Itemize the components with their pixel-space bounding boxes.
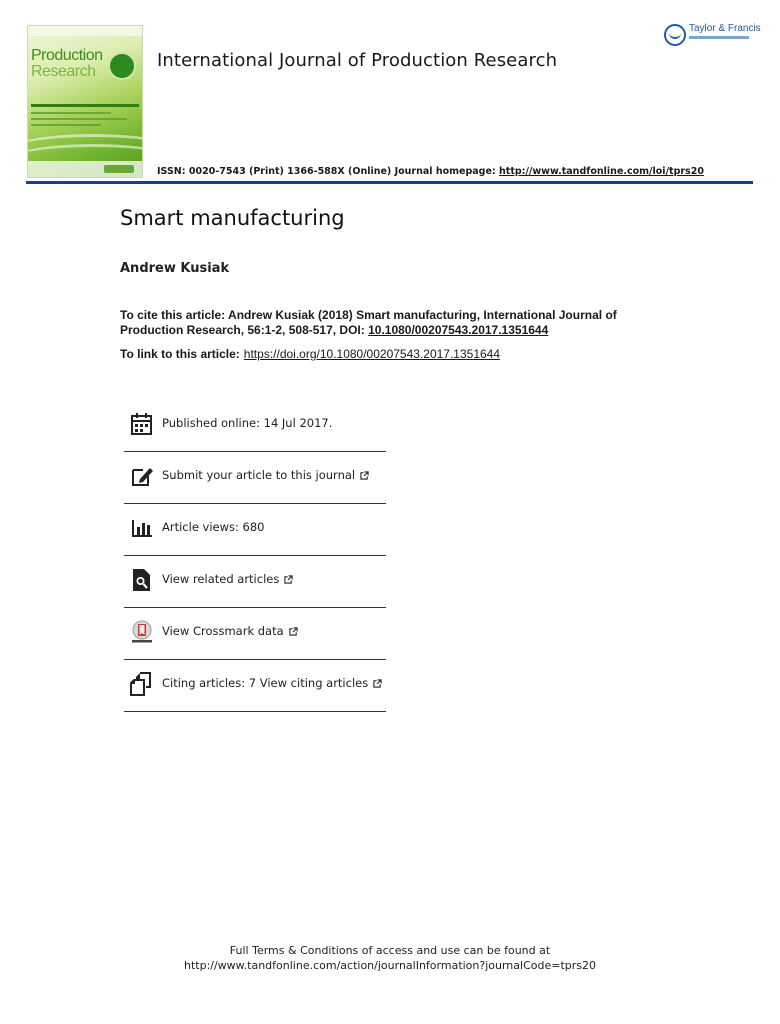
- publisher-name: Taylor & Francis: [689, 23, 761, 34]
- taylor-francis-logo-icon: [664, 24, 686, 46]
- citation-doi-link[interactable]: 10.1080/00207543.2017.1351644: [368, 323, 549, 337]
- citing-articles-link[interactable]: [162, 676, 382, 690]
- footer-terms-link[interactable]: http://www.tandfonline.com/action/journalInformation?journalCode=tprs20: [183, 959, 597, 972]
- cover-title-line2: Research: [31, 63, 96, 80]
- info-row-submit[interactable]: [124, 452, 386, 504]
- info-row-published: [124, 400, 386, 452]
- bar-chart-icon: [130, 516, 154, 540]
- citing-articles-label: Citing articles: 7 View citing articles: [162, 676, 369, 690]
- article-info-list: [124, 400, 386, 712]
- article-doi-link[interactable]: https://doi.org/10.1080/00207543.2017.1351644: [243, 347, 501, 361]
- external-link-icon: [289, 627, 298, 636]
- issn-text: ISSN: 0020-7543 (Print) 1366-588X (Online) Journal homepage:: [157, 166, 500, 177]
- related-articles-label: View related articles: [162, 572, 280, 586]
- article-title: Smart manufacturing: [120, 206, 345, 230]
- article-author: Andrew Kusiak: [120, 261, 230, 276]
- article-views-text: Article views: 680: [162, 520, 265, 534]
- info-row-citing[interactable]: [124, 660, 386, 712]
- external-link-icon: [373, 679, 382, 688]
- info-row-related[interactable]: [124, 556, 386, 608]
- article-link-row: [120, 347, 500, 361]
- citation-text: To cite this article: Andrew Kusiak (2018) Smart manufacturing, International Journal of Production Research, 56:1-2, 508-517, DOI:: [120, 308, 617, 337]
- external-link-icon: [360, 471, 369, 480]
- edit-icon: [130, 464, 154, 488]
- publisher-logo: [664, 22, 759, 48]
- header-divider: [26, 181, 753, 184]
- crossmark-icon: [130, 620, 154, 644]
- issn-line: [157, 166, 704, 177]
- submit-article-label: Submit your article to this journal: [162, 468, 356, 482]
- related-articles-link[interactable]: [162, 572, 293, 586]
- footer-terms-text: Full Terms & Conditions of access and use can be found at: [229, 944, 551, 957]
- crossmark-link[interactable]: [162, 624, 298, 638]
- journal-cover-image: [27, 25, 143, 178]
- published-online-text: Published online: 14 Jul 2017.: [162, 416, 333, 430]
- info-row-crossmark[interactable]: [124, 608, 386, 660]
- article-link-label: To link to this article:: [120, 347, 240, 361]
- journal-homepage-link[interactable]: http://www.tandfonline.com/loi/tprs20: [499, 166, 704, 177]
- crossmark-label: View Crossmark data: [162, 624, 284, 638]
- citation-block: [120, 308, 640, 338]
- citing-articles-icon: [130, 672, 154, 696]
- footer-terms: [0, 943, 780, 973]
- journal-title: International Journal of Production Research: [157, 50, 558, 71]
- cover-title-line1: Production: [31, 47, 103, 64]
- info-row-views: [124, 504, 386, 556]
- search-document-icon: [130, 568, 154, 592]
- submit-article-link[interactable]: [162, 468, 369, 482]
- external-link-icon: [284, 575, 293, 584]
- calendar-icon: [130, 412, 154, 436]
